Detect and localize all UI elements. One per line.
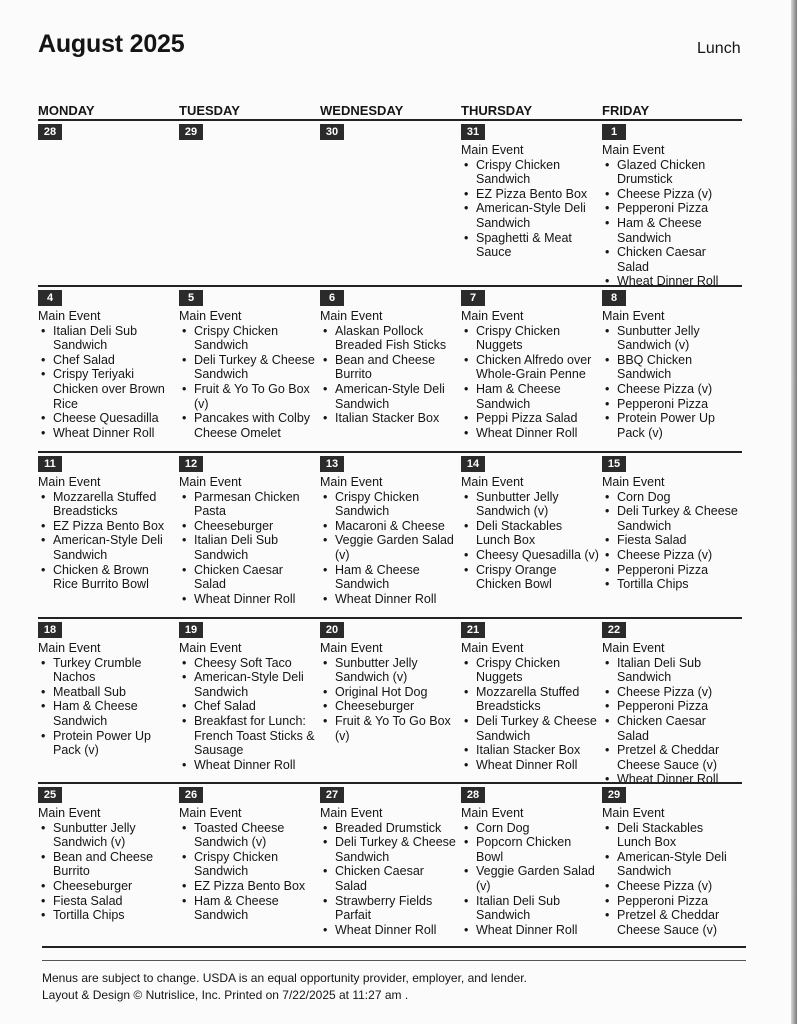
menu-item: • Wheat Dinner Roll — [461, 923, 599, 938]
menu-item: • American-Style Deli Sandwich — [179, 670, 317, 699]
menu-item: • Turkey Crumble Nachos — [38, 656, 176, 685]
menu-item: • Ham & Cheese Sandwich — [38, 699, 176, 728]
menu-item: • Corn Dog — [461, 821, 599, 836]
day-cell — [320, 121, 458, 140]
menu-item: • Italian Deli Sub Sandwich — [38, 324, 176, 353]
day-cell — [461, 121, 599, 260]
menu-item: • Crispy Orange Chicken Bowl — [461, 563, 599, 592]
week-row — [38, 782, 742, 937]
menu-item: • Fruit & Yo To Go Box (v) — [320, 714, 458, 743]
week-row — [38, 119, 742, 289]
menu-item: • Wheat Dinner Roll — [602, 772, 740, 787]
menu-item: • Deli Stackables Lunch Box — [602, 821, 740, 850]
menu-item: • Sunbutter Jelly Sandwich (v) — [461, 490, 599, 519]
menu-item: • Crispy Teriyaki Chicken over Brown Rice — [38, 367, 176, 411]
menu-item: • Pepperoni Pizza — [602, 699, 740, 714]
menu-list — [461, 490, 599, 592]
date-badge: 12 — [179, 456, 203, 472]
menu-item: • American-Style Deli Sandwich — [602, 850, 740, 879]
menu-list — [38, 821, 176, 923]
date-badge: 11 — [38, 456, 62, 472]
menu-item: • Bean and Cheese Burrito — [38, 850, 176, 879]
menu-item: • Crispy Chicken Sandwich — [461, 158, 599, 187]
menu-item: • Chicken Caesar Salad — [602, 714, 740, 743]
menu-list — [602, 656, 740, 787]
menu-item: • Wheat Dinner Roll — [461, 426, 599, 441]
event-title: Main Event — [602, 641, 665, 655]
menu-item: • Pretzel & Cheddar Cheese Sauce (v) — [602, 908, 740, 937]
menu-item: • Wheat Dinner Roll — [38, 426, 176, 441]
date-badge: 5 — [179, 290, 203, 306]
menu-list — [461, 158, 599, 260]
menu-item: • Wheat Dinner Roll — [461, 758, 599, 773]
menu-item: • Cheesy Quesadilla (v) — [461, 548, 599, 563]
date-badge: 28 — [38, 124, 62, 140]
menu-item: • Mozzarella Stuffed Breadsticks — [38, 490, 176, 519]
week-row — [38, 617, 742, 787]
event-title: Main Event — [320, 309, 383, 323]
event-title: Main Event — [179, 309, 242, 323]
event-title: Main Event — [602, 806, 665, 820]
menu-item: • Chicken Caesar Salad — [602, 245, 740, 274]
footer-disclaimer: Menus are subject to change. USDA is an equal opportunity provider, employer, and lender. — [42, 971, 527, 985]
bottom-divider-thin — [42, 960, 746, 961]
menu-item: • Bean and Cheese Burrito — [320, 353, 458, 382]
menu-item: • Cheese Pizza (v) — [602, 187, 740, 202]
day-cell — [320, 287, 458, 426]
date-badge: 22 — [602, 622, 626, 638]
date-badge: 6 — [320, 290, 344, 306]
menu-item: • EZ Pizza Bento Box — [179, 879, 317, 894]
menu-item: • Chicken Alfredo over Whole-Grain Penne — [461, 353, 599, 382]
event-title: Main Event — [320, 806, 383, 820]
menu-item: • Parmesan Chicken Pasta — [179, 490, 317, 519]
day-cell — [38, 453, 176, 592]
menu-item: • American-Style Deli Sandwich — [461, 201, 599, 230]
menu-list — [602, 821, 740, 938]
menu-item: • Cheese Pizza (v) — [602, 685, 740, 700]
date-badge: 29 — [602, 787, 626, 803]
menu-item: • American-Style Deli Sandwich — [38, 533, 176, 562]
menu-list — [602, 324, 740, 441]
date-badge: 26 — [179, 787, 203, 803]
menu-item: • Italian Stacker Box — [320, 411, 458, 426]
menu-item: • Breaded Drumstick — [320, 821, 458, 836]
event-title: Main Event — [320, 475, 383, 489]
menu-item: • Cheese Pizza (v) — [602, 879, 740, 894]
menu-item: • Cheeseburger — [179, 519, 317, 534]
dow-friday: FRIDAY — [602, 103, 650, 118]
date-badge: 18 — [38, 622, 62, 638]
menu-item: • Toasted Cheese Sandwich (v) — [179, 821, 317, 850]
day-cell — [461, 287, 599, 440]
day-cell — [179, 453, 317, 606]
event-title: Main Event — [461, 143, 524, 157]
footer — [42, 970, 527, 1004]
day-cell — [602, 287, 740, 440]
menu-item: • Italian Stacker Box — [461, 743, 599, 758]
menu-item: • BBQ Chicken Sandwich — [602, 353, 740, 382]
event-title: Main Event — [179, 475, 242, 489]
menu-item: • Wheat Dinner Roll — [602, 274, 740, 289]
menu-item: • Macaroni & Cheese — [320, 519, 458, 534]
menu-item: • Breakfast for Lunch: French Toast Sticks & Sausage — [179, 714, 317, 758]
day-cell — [179, 784, 317, 923]
dow-monday: MONDAY — [38, 103, 95, 118]
menu-item: • Italian Deli Sub Sandwich — [179, 533, 317, 562]
date-badge: 31 — [461, 124, 485, 140]
menu-item: • Popcorn Chicken Bowl — [461, 835, 599, 864]
menu-list — [38, 656, 176, 758]
event-title: Main Event — [320, 641, 383, 655]
date-badge: 4 — [38, 290, 62, 306]
menu-item: • Cheese Quesadilla — [38, 411, 176, 426]
event-title: Main Event — [602, 143, 665, 157]
menu-item: • Chicken & Brown Rice Burrito Bowl — [38, 563, 176, 592]
menu-list — [320, 324, 458, 426]
day-cell — [461, 619, 599, 772]
day-cell — [602, 784, 740, 937]
date-badge: 27 — [320, 787, 344, 803]
date-badge: 14 — [461, 456, 485, 472]
menu-item: • Protein Power Up Pack (v) — [602, 411, 740, 440]
event-title: Main Event — [38, 309, 101, 323]
week-row — [38, 451, 742, 606]
menu-list — [320, 656, 458, 744]
menu-list — [602, 490, 740, 592]
menu-list — [179, 324, 317, 441]
menu-item: • Strawberry Fields Parfait — [320, 894, 458, 923]
menu-item: • Wheat Dinner Roll — [320, 923, 458, 938]
menu-item: • Crispy Chicken Sandwich — [179, 850, 317, 879]
day-cell — [179, 619, 317, 772]
menu-item: • Deli Turkey & Cheese Sandwich — [461, 714, 599, 743]
dow-tuesday: TUESDAY — [179, 103, 240, 118]
date-badge: 13 — [320, 456, 344, 472]
date-badge: 21 — [461, 622, 485, 638]
menu-list — [461, 656, 599, 773]
menu-item: • Italian Deli Sub Sandwich — [461, 894, 599, 923]
menu-item: • Wheat Dinner Roll — [320, 592, 458, 607]
menu-list — [602, 158, 740, 289]
day-cell — [38, 121, 176, 140]
event-title: Main Event — [179, 806, 242, 820]
menu-list — [320, 821, 458, 938]
event-title: Main Event — [461, 641, 524, 655]
menu-item: • Cheeseburger — [38, 879, 176, 894]
menu-item: • Cheeseburger — [320, 699, 458, 714]
day-cell — [179, 121, 317, 140]
menu-item: • Pepperoni Pizza — [602, 563, 740, 578]
day-cell — [179, 287, 317, 440]
menu-list — [179, 490, 317, 607]
menu-item: • Deli Turkey & Cheese Sandwich — [179, 353, 317, 382]
menu-item: • Mozzarella Stuffed Breadsticks — [461, 685, 599, 714]
event-title: Main Event — [38, 641, 101, 655]
event-title: Main Event — [179, 641, 242, 655]
menu-item: • Veggie Garden Salad (v) — [320, 533, 458, 562]
day-cell — [320, 453, 458, 606]
event-title: Main Event — [602, 475, 665, 489]
menu-item: • Meatball Sub — [38, 685, 176, 700]
menu-item: • Veggie Garden Salad (v) — [461, 864, 599, 893]
day-cell — [38, 619, 176, 758]
event-title: Main Event — [461, 806, 524, 820]
date-badge: 7 — [461, 290, 485, 306]
date-badge: 8 — [602, 290, 626, 306]
day-cell — [320, 619, 458, 743]
day-cell — [602, 453, 740, 592]
menu-item: • Chicken Caesar Salad — [179, 563, 317, 592]
menu-item: • American-Style Deli Sandwich — [320, 382, 458, 411]
day-cell — [461, 784, 599, 937]
menu-item: • Chef Salad — [38, 353, 176, 368]
menu-item: • Ham & Cheese Sandwich — [179, 894, 317, 923]
menu-item: • Pepperoni Pizza — [602, 201, 740, 216]
event-title: Main Event — [38, 475, 101, 489]
meal-label: Lunch — [697, 40, 741, 57]
menu-item: • Tortilla Chips — [38, 908, 176, 923]
menu-item: • Cheese Pizza (v) — [602, 548, 740, 563]
menu-item: • Corn Dog — [602, 490, 740, 505]
menu-list — [38, 490, 176, 592]
menu-item: • Fiesta Salad — [38, 894, 176, 909]
menu-item: • Fiesta Salad — [602, 533, 740, 548]
menu-list — [320, 490, 458, 607]
bottom-divider — [42, 946, 746, 948]
day-cell — [461, 453, 599, 592]
day-cell — [38, 287, 176, 440]
event-title: Main Event — [38, 806, 101, 820]
menu-item: • Cheese Pizza (v) — [602, 382, 740, 397]
menu-item: • Protein Power Up Pack (v) — [38, 729, 176, 758]
menu-item: • Pepperoni Pizza — [602, 397, 740, 412]
date-badge: 15 — [602, 456, 626, 472]
date-badge: 30 — [320, 124, 344, 140]
event-title: Main Event — [461, 475, 524, 489]
menu-item: • Sunbutter Jelly Sandwich (v) — [602, 324, 740, 353]
menu-item: • Chef Salad — [179, 699, 317, 714]
menu-list — [179, 656, 317, 773]
day-cell — [602, 121, 740, 289]
menu-item: • Crispy Chicken Nuggets — [461, 324, 599, 353]
date-badge: 29 — [179, 124, 203, 140]
date-badge: 1 — [602, 124, 626, 140]
menu-item: • Italian Deli Sub Sandwich — [602, 656, 740, 685]
menu-item: • Ham & Cheese Sandwich — [320, 563, 458, 592]
menu-item: • Wheat Dinner Roll — [179, 592, 317, 607]
menu-list — [461, 324, 599, 441]
menu-item: • Crispy Chicken Sandwich — [179, 324, 317, 353]
day-cell — [38, 784, 176, 923]
menu-item: • Deli Turkey & Cheese Sandwich — [320, 835, 458, 864]
date-badge: 28 — [461, 787, 485, 803]
menu-item: • EZ Pizza Bento Box — [38, 519, 176, 534]
menu-item: • Pepperoni Pizza — [602, 894, 740, 909]
menu-item: • Crispy Chicken Nuggets — [461, 656, 599, 685]
page-title: August 2025 — [38, 30, 185, 58]
day-cell — [320, 784, 458, 937]
footer-credit: Layout & Design © Nutrislice, Inc. Printed on 7/22/2025 at 11:27 am . — [42, 988, 409, 1002]
event-title: Main Event — [602, 309, 665, 323]
menu-item: • EZ Pizza Bento Box — [461, 187, 599, 202]
menu-item: • Original Hot Dog — [320, 685, 458, 700]
dow-wednesday: WEDNESDAY — [320, 103, 404, 118]
day-cell — [602, 619, 740, 787]
menu-item: • Glazed Chicken Drumstick — [602, 158, 740, 187]
menu-item: • Peppi Pizza Salad — [461, 411, 599, 426]
menu-item: • Wheat Dinner Roll — [179, 758, 317, 773]
menu-item: • Sunbutter Jelly Sandwich (v) — [38, 821, 176, 850]
menu-list — [38, 324, 176, 441]
menu-item: • Spaghetti & Meat Sauce — [461, 231, 599, 260]
menu-item: • Pretzel & Cheddar Cheese Sauce (v) — [602, 743, 740, 772]
menu-item: • Crispy Chicken Sandwich — [320, 490, 458, 519]
menu-item: • Fruit & Yo To Go Box (v) — [179, 382, 317, 411]
date-badge: 19 — [179, 622, 203, 638]
menu-item: • Pancakes with Colby Cheese Omelet — [179, 411, 317, 440]
menu-item: • Tortilla Chips — [602, 577, 740, 592]
menu-item: • Deli Turkey & Cheese Sandwich — [602, 504, 740, 533]
menu-item: • Cheesy Soft Taco — [179, 656, 317, 671]
menu-item: • Deli Stackables Lunch Box — [461, 519, 599, 548]
date-badge: 20 — [320, 622, 344, 638]
menu-list — [461, 821, 599, 938]
event-title: Main Event — [461, 309, 524, 323]
menu-list — [179, 821, 317, 923]
dow-thursday: THURSDAY — [461, 103, 533, 118]
menu-item: • Alaskan Pollock Breaded Fish Sticks — [320, 324, 458, 353]
menu-item: • Chicken Caesar Salad — [320, 864, 458, 893]
page-edge-shadow — [791, 0, 797, 1024]
week-row — [38, 285, 742, 440]
date-badge: 25 — [38, 787, 62, 803]
menu-item: • Sunbutter Jelly Sandwich (v) — [320, 656, 458, 685]
menu-item: • Ham & Cheese Sandwich — [461, 382, 599, 411]
day-of-week-header — [38, 103, 742, 119]
menu-item: • Ham & Cheese Sandwich — [602, 216, 740, 245]
